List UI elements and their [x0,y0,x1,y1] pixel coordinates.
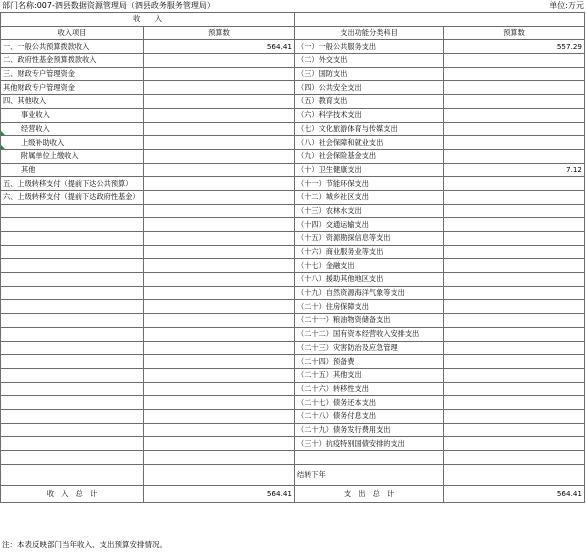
income-item-cell [1,314,144,328]
expense-budget-cell [444,355,585,369]
footnote: 注：本表反映部门当年收入、支出预算安排情况。 [2,540,167,549]
income-budget-cell [144,81,295,95]
expense-budget-cell [444,149,585,163]
expense-budget-cell [444,232,585,246]
blank-cell [1,451,144,465]
expense-item-cell: （一）一般公共服务支出 [295,40,444,54]
expense-budget-cell [444,177,585,191]
table-row [1,40,585,54]
income-budget-cell [144,368,295,382]
expense-item-cell: （七）文化旅游体育与传媒支出 [295,122,444,136]
expense-item-cell: （八）社会保障和就业支出 [295,136,444,150]
expense-budget-cell [444,54,585,68]
expense-total-label: 支 出 总 计 [295,485,444,502]
expense-item-cell: （十四）交通运输支出 [295,218,444,232]
table-row [1,108,585,122]
income-budget-cell [144,122,295,136]
income-item-cell [1,218,144,232]
table-row [1,396,585,410]
income-total-value: 564.41 [144,485,295,502]
income-item-cell: 五、上级转移支付（提前下达公共预算） [1,177,144,191]
income-budget-cell [144,327,295,341]
table-row [1,409,585,423]
expense-item-cell: （二十一）粮油物资储备支出 [295,314,444,328]
expense-item-cell: （十五）资源勘探信息等支出 [295,232,444,246]
income-item-cell [1,437,144,451]
expense-budget-cell [444,67,585,81]
cell-comment-marker-icon [1,145,5,149]
table-row [1,245,585,259]
income-budget-cell [144,300,295,314]
expense-budget-cell [444,437,585,451]
expense-budget-cell: 7.12 [444,163,585,177]
expense-item-cell: （二十四）预备费 [295,355,444,369]
expense-budget-cell [444,286,585,300]
department-name: 部门名称:007-泗县数据资源管理局（泗县政务服务管理局） [2,1,215,10]
table-row [1,190,585,204]
blank-cell [295,451,444,465]
carry-forward-row [1,464,585,485]
income-item-label: 上级补助收入 [21,137,65,147]
budget-table [0,12,585,503]
income-budget-cell [144,190,295,204]
expense-item-cell: （三）国防支出 [295,67,444,81]
col-income-item: 收入项目 [1,26,144,40]
expense-item-cell: （十八）援助其他地区支出 [295,273,444,287]
table-row [1,341,585,355]
expense-budget-cell [444,368,585,382]
income-item-cell [1,204,144,218]
expense-budget-cell [444,218,585,232]
expense-item-cell: （十一）节能环保支出 [295,177,444,191]
income-budget-cell [144,95,295,109]
income-budget-cell [144,54,295,68]
blank-cell [1,464,144,485]
income-item-cell: 附属单位上缴收入 [1,149,144,163]
expense-budget-cell [444,327,585,341]
income-item-cell: 二、政府性基金预算拨款收入 [1,54,144,68]
col-expense-budget: 预算数 [444,26,585,40]
table-row [1,382,585,396]
expense-budget-cell [444,95,585,109]
table-row [1,327,585,341]
income-budget-cell [144,149,295,163]
table-row [1,149,585,163]
expense-budget-cell [444,122,585,136]
section-title-income: 收 入 [1,13,295,27]
expense-item-cell: （二）外交支出 [295,54,444,68]
table-row [1,67,585,81]
table-row [1,204,585,218]
income-budget-cell [144,396,295,410]
blank-cell [144,464,295,485]
expense-item-cell: （十七）金融支出 [295,259,444,273]
income-budget-cell [144,163,295,177]
table-row [1,355,585,369]
expense-budget-cell [444,136,585,150]
income-item-cell: 事业收入 [1,108,144,122]
income-budget-cell [144,314,295,328]
income-budget-cell [144,245,295,259]
expense-budget-cell [444,382,585,396]
income-budget-cell [144,355,295,369]
totals-row [1,485,585,502]
income-item-cell [1,396,144,410]
income-budget-cell: 564.41 [144,40,295,54]
income-budget-cell [144,382,295,396]
expense-budget-cell [444,259,585,273]
table-row [1,300,585,314]
income-budget-cell [144,177,295,191]
table-row [1,81,585,95]
income-budget-cell [144,218,295,232]
expense-budget-cell [444,81,585,95]
expense-item-cell: （二十三）灾害防治及应急管理 [295,341,444,355]
income-item-cell [1,136,144,150]
section-title-blank [295,13,585,27]
table-row [1,423,585,437]
income-item-cell [1,409,144,423]
table-row [1,163,585,177]
income-budget-cell [144,286,295,300]
col-income-budget: 预算数 [144,26,295,40]
expense-item-cell: （二十二）国有资本经营收入安排支出 [295,327,444,341]
expense-item-cell: （十二）城乡社区支出 [295,190,444,204]
col-expense-item: 支出功能分类科目 [295,26,444,40]
income-item-cell [1,423,144,437]
table-row [1,437,585,451]
income-item-cell: 六、上级转移支付（提前下达政府性基金） [1,190,144,204]
income-budget-cell [144,437,295,451]
expense-item-cell: （二十七）债务还本支出 [295,396,444,410]
income-total-label: 收 入 总 计 [1,485,144,502]
expense-budget-cell [444,273,585,287]
income-budget-cell [144,259,295,273]
income-budget-cell [144,423,295,437]
expense-item-cell: （三十）抗疫特别国债安排的支出 [295,437,444,451]
income-budget-cell [144,232,295,246]
income-item-cell: 三、财政专户管理资金 [1,67,144,81]
table-row [1,286,585,300]
carry-forward-value [444,464,585,485]
income-item-cell: 一、一般公共预算拨款收入 [1,40,144,54]
column-header-row [1,26,585,40]
expense-budget-cell [444,409,585,423]
blank-cell [444,451,585,465]
expense-item-cell: （二十五）其他支出 [295,368,444,382]
expense-budget-cell [444,245,585,259]
table-row [1,136,585,150]
table-row [1,232,585,246]
income-budget-cell [144,204,295,218]
expense-budget-cell [444,423,585,437]
income-item-cell: 四、其他收入 [1,95,144,109]
income-item-cell [1,355,144,369]
income-item-cell [1,300,144,314]
cell-comment-marker-icon [1,131,5,135]
table-row [1,218,585,232]
expense-budget-cell [444,314,585,328]
expense-budget-cell [444,341,585,355]
table-row [1,273,585,287]
income-item-cell [1,273,144,287]
income-item-cell [1,341,144,355]
blank-cell [144,451,295,465]
report-header [0,0,586,12]
income-budget-cell [144,341,295,355]
expense-item-cell: （二十）住房保障支出 [295,300,444,314]
income-budget-cell [144,273,295,287]
income-item-cell [1,368,144,382]
table-row [1,259,585,273]
expense-total-value: 564.41 [444,485,585,502]
expense-budget-cell [444,108,585,122]
expense-item-cell: （五）教育支出 [295,95,444,109]
expense-item-cell: （二十九）债务发行费用支出 [295,423,444,437]
expense-item-cell: （十九）自然资源海洋气象等支出 [295,286,444,300]
table-row [1,54,585,68]
expense-item-cell: （四）公共安全支出 [295,81,444,95]
expense-item-cell: （六）科学技术支出 [295,108,444,122]
blank-row [1,451,585,465]
table-row [1,122,585,136]
expense-budget-cell [444,190,585,204]
expense-item-cell: （十六）商业服务业等支出 [295,245,444,259]
expense-item-cell: （十三）农林水支出 [295,204,444,218]
income-item-cell [1,259,144,273]
income-budget-cell [144,409,295,423]
income-item-cell [1,232,144,246]
income-budget-cell [144,136,295,150]
expense-item-cell: （九）社会保险基金支出 [295,149,444,163]
income-item-label: 经营收入 [21,123,50,133]
income-item-cell: 其他 [1,163,144,177]
income-item-cell [1,382,144,396]
income-item-cell [1,286,144,300]
income-budget-cell [144,67,295,81]
expense-item-cell: （二十八）债务付息支出 [295,409,444,423]
expense-budget-cell: 557.29 [444,40,585,54]
section-title-row [1,13,585,27]
income-item-cell [1,327,144,341]
table-row [1,314,585,328]
expense-budget-cell [444,396,585,410]
income-item-cell: 其他财政专户管理资金 [1,81,144,95]
expense-item-cell: （二十六）转移性支出 [295,382,444,396]
expense-budget-cell [444,204,585,218]
income-item-cell [1,245,144,259]
table-row [1,368,585,382]
unit-label: 单位:万元 [549,1,584,10]
expense-budget-cell [444,300,585,314]
income-item-cell [1,122,144,136]
expense-item-cell: （十）卫生健康支出 [295,163,444,177]
table-row [1,177,585,191]
carry-forward-label: 结转下年 [295,464,444,485]
table-row [1,95,585,109]
income-budget-cell [144,108,295,122]
